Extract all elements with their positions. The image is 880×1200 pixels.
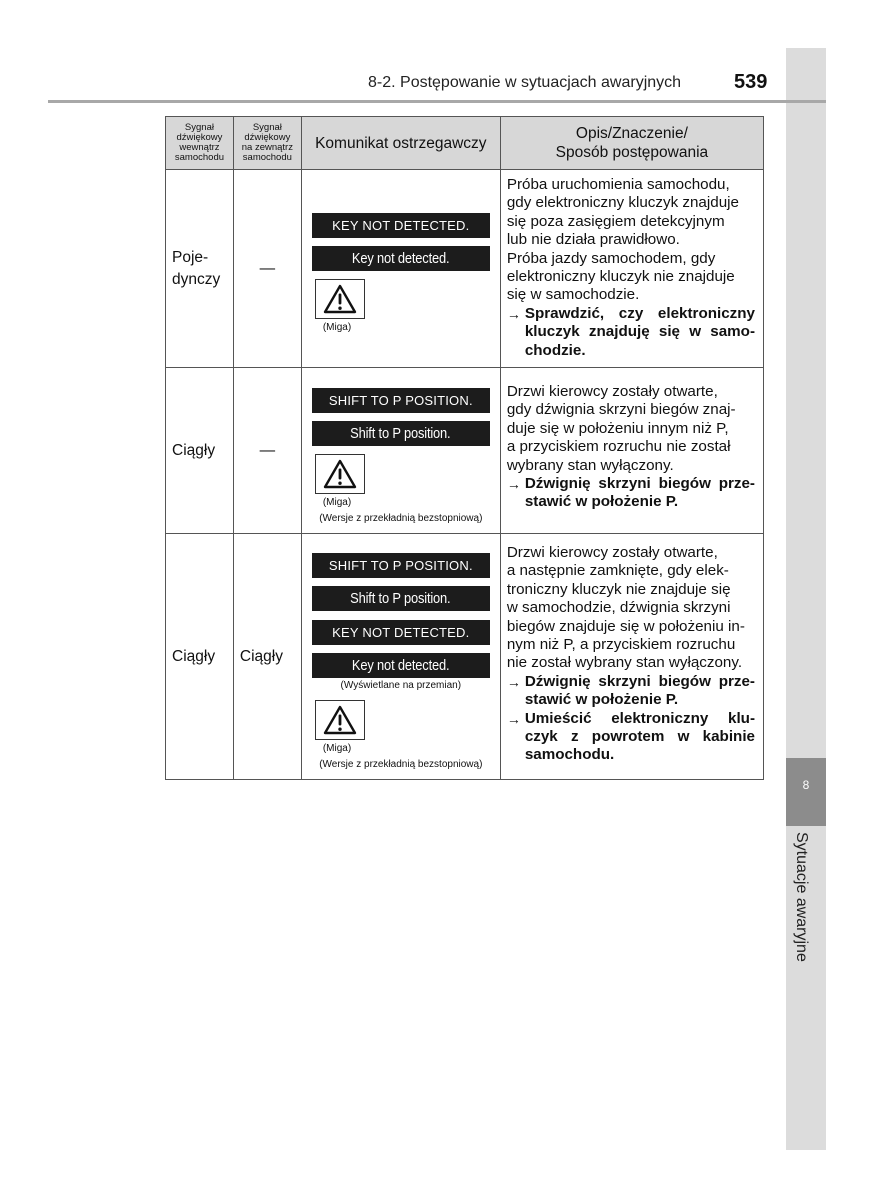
description-line: biegów znajduje się w położeniu in-	[506, 617, 745, 635]
warning-table	[165, 116, 764, 780]
chapter-title-text: Sytuacje awaryjne	[793, 832, 810, 962]
description-line: Próba uruchomienia samochodu,	[506, 176, 730, 193]
description-line: lub nie działa prawidłowo.	[506, 231, 680, 249]
blink-note: (Miga)	[322, 743, 352, 754]
arrow-icon: →	[506, 305, 521, 322]
description-line: się poza zasięgiem detekcyjnym	[506, 212, 725, 230]
action-text: Dźwignię skrzyni biegów prze-stawić w położenie P.	[524, 672, 755, 709]
action-item	[507, 673, 755, 710]
message-display	[312, 213, 490, 238]
outside-signal-cell	[233, 368, 301, 534]
description-line: Drzwi kierowcy zostały otwarte,	[506, 383, 718, 400]
message-display	[312, 620, 490, 645]
header-text: Sposób postępowania	[555, 144, 709, 161]
version-note: (Wersje z przekładnią bezstopniową)	[319, 759, 483, 770]
description-cell	[500, 368, 763, 534]
inside-signal-cell	[166, 170, 234, 368]
warning-message-cell	[301, 170, 500, 368]
page-number: 539	[734, 71, 768, 93]
inside-signal: Ciągły	[172, 647, 216, 665]
message-display	[312, 586, 490, 611]
header-outside-signal	[233, 117, 301, 170]
outside-signal-cell	[233, 534, 301, 780]
action-text: Umieścić elektroniczny klu-czyk z powrotem w kabinie samochodu.	[524, 709, 755, 764]
message-text: Key not detected.	[352, 657, 450, 674]
warning-triangle-icon	[315, 700, 365, 740]
header-text: na zewnątrz	[241, 142, 293, 153]
description-line: elektroniczny kluczyk nie znajduje	[506, 268, 735, 286]
description-line: duje się w położeniu innym niż P,	[506, 419, 729, 437]
description-cell	[500, 170, 763, 368]
description-line: gdy elektroniczny kluczyk znajduje	[506, 194, 739, 212]
table-header-row	[166, 117, 764, 170]
warning-message-cell	[301, 534, 500, 780]
message-text: KEY NOT DETECTED.	[332, 625, 470, 640]
message-text: SHIFT TO P POSITION.	[328, 393, 473, 408]
header-text: Sygnał	[184, 122, 214, 133]
message-display	[312, 653, 490, 678]
message-display	[312, 421, 490, 446]
header-text: dźwiękowy	[244, 132, 291, 143]
header-inside-signal	[166, 117, 234, 170]
message-text: Shift to P position.	[350, 590, 451, 607]
warning-triangle-icon	[315, 454, 365, 494]
description-line: Próba jazdy samochodem, gdy	[506, 249, 716, 267]
message-text: Key not detected.	[352, 250, 450, 267]
description-cell	[500, 534, 763, 780]
header-text: samochodu	[242, 152, 292, 163]
message-display	[312, 553, 490, 578]
header-warning-message: Komunikat ostrzegawczy	[301, 117, 500, 170]
message-display	[312, 388, 490, 413]
message-text: Shift to P position.	[350, 425, 451, 442]
blink-note: (Miga)	[322, 497, 352, 508]
header-text: samochodu	[174, 152, 225, 163]
message-display	[312, 246, 490, 271]
inside-signal: Ciągły	[172, 441, 216, 459]
outside-signal: —	[259, 441, 276, 459]
header-text: wewnątrz	[179, 142, 220, 153]
table-row	[166, 170, 764, 368]
chapter-number: 8	[802, 778, 810, 792]
description-line: a następnie zamknięte, gdy elek-	[506, 562, 729, 580]
warning-triangle-icon	[315, 279, 365, 319]
outside-signal: Ciągły	[239, 647, 283, 665]
blink-note: (Miga)	[322, 322, 352, 333]
action-item	[507, 710, 755, 765]
arrow-icon: →	[506, 710, 521, 727]
arrow-icon: →	[506, 476, 521, 493]
action-item	[507, 475, 755, 512]
header-text: Opis/Znaczenie/	[575, 125, 688, 142]
action-text: Dźwignię skrzyni biegów prze-stawić w położenie P.	[524, 475, 755, 511]
outside-signal-cell	[233, 170, 301, 368]
description-line: wybrany stan wyłączony.	[506, 456, 674, 474]
alternating-note: (Wyświetlane na przemian)	[340, 680, 462, 691]
chapter-title	[784, 832, 828, 992]
description-line: troniczny kluczyk nie znajduje się	[506, 580, 731, 598]
description-line: się w samochodzie.	[506, 286, 640, 304]
table-row	[166, 368, 764, 534]
header-rule	[48, 100, 826, 103]
header-text: Sygnał	[252, 122, 282, 133]
inside-signal-cell	[166, 368, 234, 534]
arrow-icon: →	[506, 673, 521, 690]
action-item	[507, 305, 755, 360]
action-text: Sprawdzić, czy elektroniczny kluczyk znajduję się w samo-chodzie.	[524, 304, 755, 359]
outside-signal: —	[259, 259, 276, 277]
header-text: dźwiękowy	[176, 132, 223, 143]
version-note: (Wersje z przekładnią bezstopniową)	[319, 513, 483, 524]
description-line: nym niż P, a przyciskiem rozruchu	[506, 636, 736, 654]
message-text: SHIFT TO P POSITION.	[328, 558, 473, 573]
inside-signal-cell	[166, 534, 234, 780]
chapter-tab[interactable]	[786, 758, 826, 826]
inside-signal: Poje- dynczy	[172, 248, 221, 288]
description-line: w samochodzie, dźwignia skrzyni	[506, 599, 731, 617]
description-line: a przyciskiem rozruchu nie został	[506, 438, 731, 456]
section-title: 8-2. Postępowanie w sytuacjach awaryjnych	[368, 74, 682, 91]
header-description	[500, 117, 763, 170]
description-line: gdy dźwignia skrzyni biegów znaj-	[506, 401, 736, 419]
warning-message-cell	[301, 368, 500, 534]
table-row	[166, 534, 764, 780]
description-line: nie został wybrany stan wyłączony.	[506, 654, 743, 672]
description-line: Drzwi kierowcy zostały otwarte,	[506, 544, 718, 561]
message-text: KEY NOT DETECTED.	[332, 218, 470, 233]
